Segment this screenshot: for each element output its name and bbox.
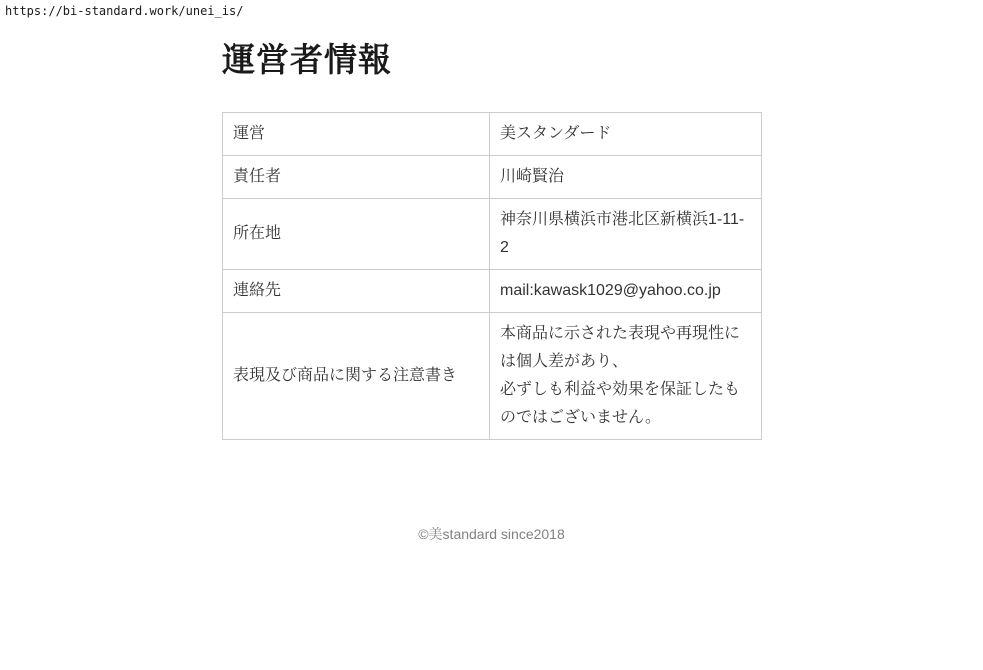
row-label-disclaimer: 表現及び商品に関する注意書き	[223, 313, 490, 440]
operator-info-table	[222, 112, 762, 440]
row-value-disclaimer	[490, 313, 762, 440]
disclaimer-line-1: 本商品に示された表現や再現性には個人差があり、	[500, 325, 741, 370]
disclaimer-line-2: 必ずしも利益や効果を保証したものではございません。	[500, 381, 741, 426]
row-value-contact-email: mail:kawask1029@yahoo.co.jp	[490, 270, 762, 313]
table-row-manager	[223, 156, 762, 199]
row-label-address: 所在地	[223, 199, 490, 270]
row-value-operator: 美スタンダード	[490, 113, 762, 156]
table-row-contact	[223, 270, 762, 313]
page-title: 運営者情報	[222, 41, 392, 78]
table-row-address	[223, 199, 762, 270]
page-url-text: https://bi-standard.work/unei_is/	[5, 4, 244, 18]
row-value-address: 神奈川県横浜市港北区新横浜1-11-2	[490, 199, 762, 270]
row-label-contact: 連絡先	[223, 270, 490, 313]
table-row-disclaimer	[223, 313, 762, 440]
table-row-operator	[223, 113, 762, 156]
copyright-text: ©美standard since2018	[418, 526, 565, 542]
row-label-operator: 運営	[223, 113, 490, 156]
row-value-manager: 川崎賢治	[490, 156, 762, 199]
content-container	[222, 0, 761, 543]
row-label-manager: 責任者	[223, 156, 490, 199]
